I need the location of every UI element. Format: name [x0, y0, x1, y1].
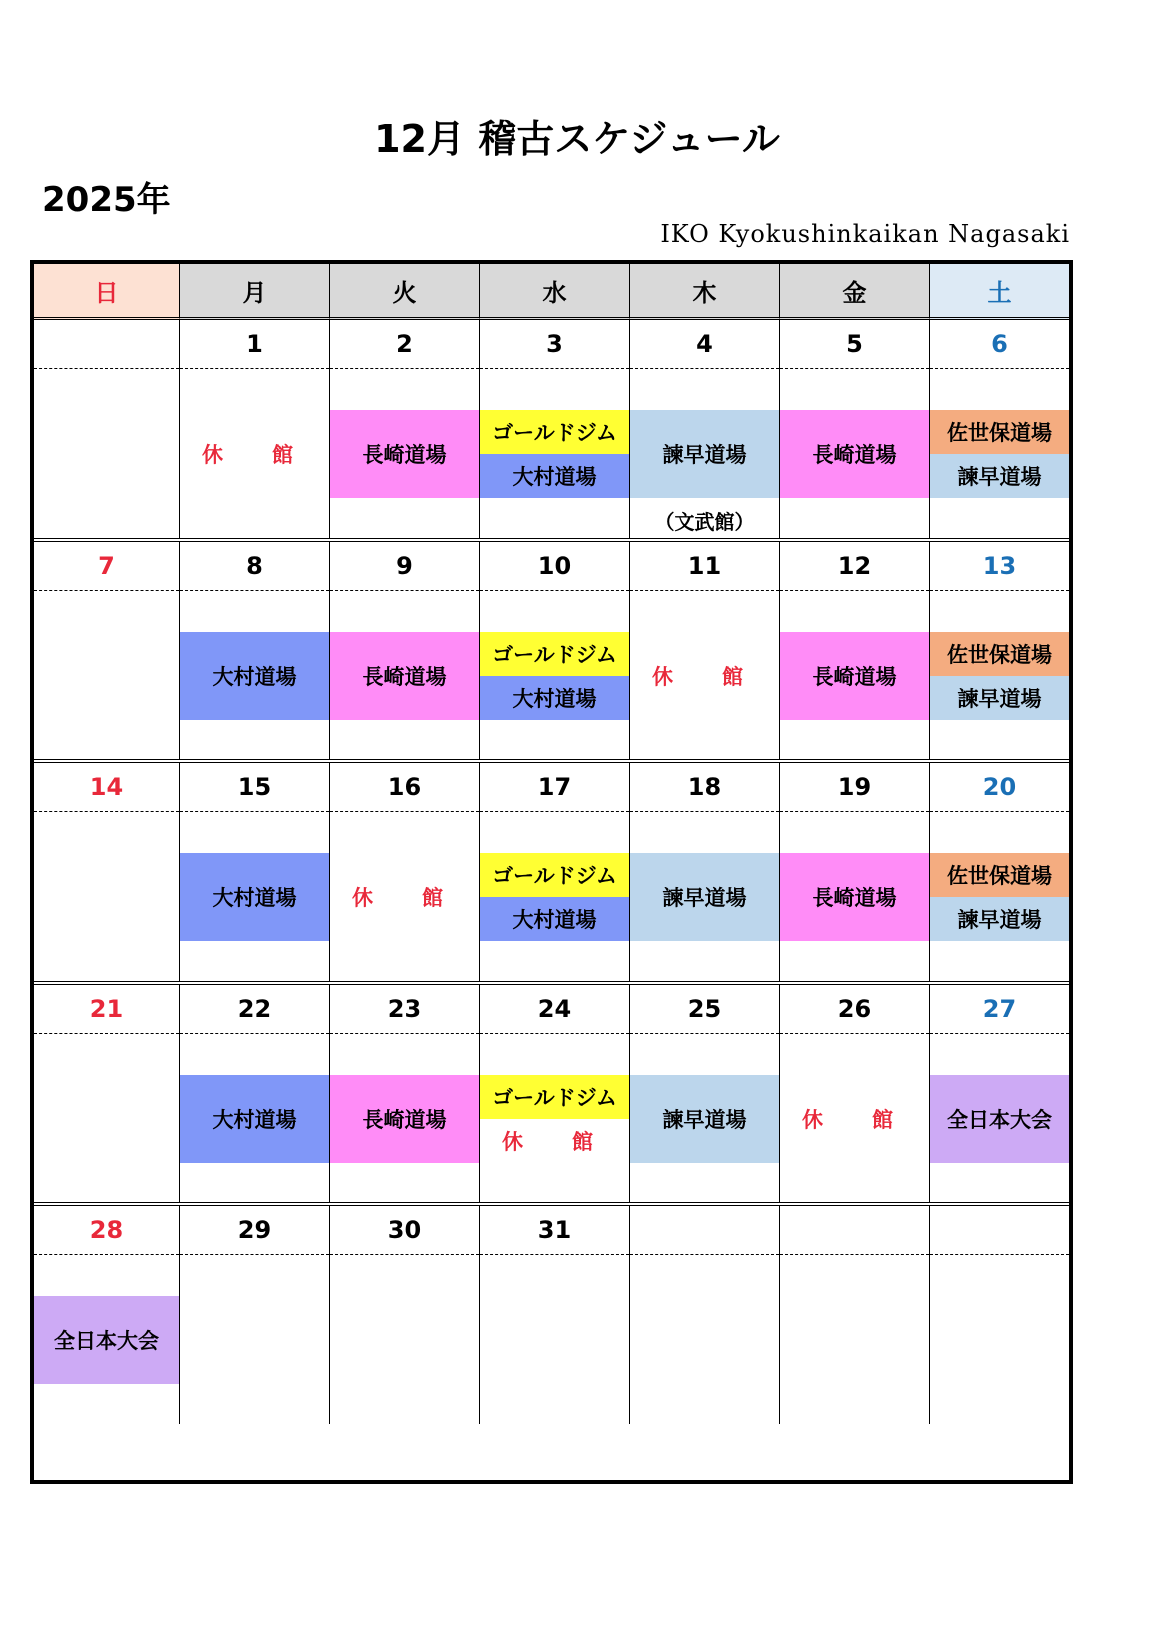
day-number: 28 [34, 1206, 179, 1255]
day-number: 29 [180, 1206, 329, 1255]
day-number: 26 [780, 985, 929, 1034]
day-number: 9 [330, 542, 479, 591]
schedule-event-isahaya: 諫早道場 [630, 853, 779, 941]
day-cell [780, 1206, 930, 1424]
schedule-event-omura: 大村道場 [180, 632, 329, 720]
day-number: 1 [180, 320, 329, 369]
schedule-event-omura: 大村道場 [180, 1075, 329, 1163]
day-number: 19 [780, 763, 929, 812]
weekday-header: 火 [330, 264, 480, 320]
day-number: 3 [480, 320, 629, 369]
day-cell [34, 763, 180, 981]
day-cell [34, 320, 180, 538]
day-number [930, 1206, 1069, 1255]
day-cell [630, 320, 780, 538]
weekday-header: 水 [480, 264, 630, 320]
day-cell [780, 320, 930, 538]
day-cell [930, 1206, 1069, 1424]
day-number: 24 [480, 985, 629, 1034]
day-cell [480, 542, 630, 760]
schedule-event-isahaya: 諫早道場 [630, 1075, 779, 1163]
schedule-event-gold: ゴールドジム [480, 632, 629, 676]
day-cell [630, 542, 780, 760]
day-cell [34, 1206, 180, 1424]
schedule-event-closed: 休 館 [652, 664, 757, 689]
day-cell [180, 985, 330, 1203]
schedule-event-closed: 休 館 [502, 1129, 607, 1154]
day-number [630, 1206, 779, 1255]
day-cell [330, 763, 480, 981]
schedule-event-sasebo: 佐世保道場 [930, 632, 1069, 676]
day-cell [930, 763, 1069, 981]
schedule-event-sasebo: 佐世保道場 [930, 853, 1069, 897]
day-cell [630, 1206, 780, 1424]
day-cell [480, 985, 630, 1203]
schedule-event-zennihon: 全日本大会 [34, 1296, 179, 1384]
day-cell [930, 320, 1069, 538]
schedule-event-nagasaki: 長崎道場 [780, 632, 929, 720]
day-number: 31 [480, 1206, 629, 1255]
day-number: 5 [780, 320, 929, 369]
day-cell [930, 985, 1069, 1203]
day-number: 22 [180, 985, 329, 1034]
day-cell [180, 1206, 330, 1424]
day-number: 13 [930, 542, 1069, 591]
day-number: 16 [330, 763, 479, 812]
day-cell [630, 763, 780, 981]
organization-name: IKO Kyokushinkaikan Nagasaki [660, 220, 1070, 248]
day-number: 6 [930, 320, 1069, 369]
day-cell [780, 763, 930, 981]
schedule-event-closed: 休 館 [802, 1107, 907, 1132]
weekday-header: 金 [780, 264, 930, 320]
day-cell [330, 542, 480, 760]
day-cell [480, 763, 630, 981]
day-cell [480, 1206, 630, 1424]
day-cell [330, 320, 480, 538]
schedule-event-nagasaki: 長崎道場 [330, 632, 479, 720]
schedule-event-gold: ゴールドジム [480, 410, 629, 454]
day-number: 14 [34, 763, 179, 812]
day-number: 27 [930, 985, 1069, 1034]
schedule-event-omura: 大村道場 [180, 853, 329, 941]
day-cell [780, 542, 930, 760]
day-number: 17 [480, 763, 629, 812]
day-cell [930, 542, 1069, 760]
weekday-header: 土 [930, 264, 1069, 320]
day-number: 11 [630, 542, 779, 591]
page-title: 12月 稽古スケジュール [374, 117, 780, 161]
schedule-event-omura: 大村道場 [480, 676, 629, 720]
schedule-event-omura: 大村道場 [480, 454, 629, 498]
schedule-event-closed: 休 館 [352, 885, 457, 910]
schedule-event-sasebo: 佐世保道場 [930, 410, 1069, 454]
schedule-event-isahaya: 諫早道場 [930, 676, 1069, 720]
schedule-event-gold: ゴールドジム [480, 1075, 629, 1119]
weekday-header: 月 [180, 264, 330, 320]
day-cell [330, 985, 480, 1203]
schedule-event-gold: ゴールドジム [480, 853, 629, 897]
schedule-event-isahaya: 諫早道場 [930, 454, 1069, 498]
weekday-header: 日 [34, 264, 180, 320]
day-number [780, 1206, 929, 1255]
schedule-event-isahaya: 諫早道場 [630, 410, 779, 498]
day-cell [780, 985, 930, 1203]
schedule-event-nagasaki: 長崎道場 [330, 410, 479, 498]
day-number: 8 [180, 542, 329, 591]
day-number: 10 [480, 542, 629, 591]
day-number: 23 [330, 985, 479, 1034]
day-number: 20 [930, 763, 1069, 812]
year-label: 2025年 [42, 180, 171, 220]
calendar [30, 260, 1073, 1484]
schedule-event-isahaya: 諫早道場 [930, 897, 1069, 941]
day-number: 7 [34, 542, 179, 591]
day-number: 21 [34, 985, 179, 1034]
day-cell [180, 542, 330, 760]
schedule-event-nagasaki: 長崎道場 [780, 410, 929, 498]
day-cell [480, 320, 630, 538]
day-number: 30 [330, 1206, 479, 1255]
day-number: 25 [630, 985, 779, 1034]
weekday-header: 木 [630, 264, 780, 320]
schedule-event-omura: 大村道場 [480, 897, 629, 941]
day-cell [330, 1206, 480, 1424]
schedule-event-nagasaki: 長崎道場 [780, 853, 929, 941]
venue-note: （文武館） [654, 510, 755, 534]
day-number [34, 320, 179, 369]
day-cell [180, 320, 330, 538]
schedule-event-closed: 休 館 [202, 442, 307, 467]
day-cell [34, 985, 180, 1203]
day-number: 18 [630, 763, 779, 812]
day-cell [630, 985, 780, 1203]
day-cell [34, 542, 180, 760]
day-number: 2 [330, 320, 479, 369]
day-number: 4 [630, 320, 779, 369]
calendar-grid [34, 264, 1069, 1480]
schedule-event-zennihon: 全日本大会 [930, 1075, 1069, 1163]
day-cell [180, 763, 330, 981]
day-number: 15 [180, 763, 329, 812]
day-number: 12 [780, 542, 929, 591]
schedule-event-nagasaki: 長崎道場 [330, 1075, 479, 1163]
